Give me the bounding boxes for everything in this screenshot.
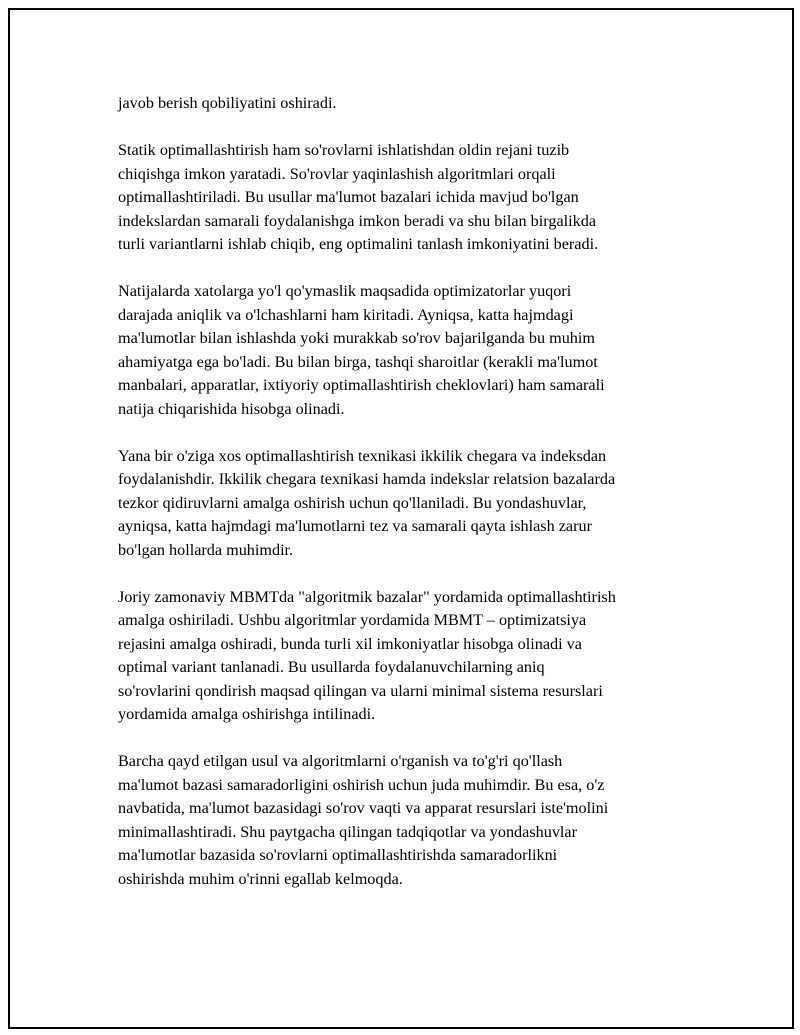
- text-line: natija chiqarishida hisobga olinadi.: [118, 399, 345, 418]
- text-line: yordamida amalga oshirishga intilinadi.: [118, 705, 376, 723]
- document-body: [118, 92, 698, 915]
- text-line: tezkor qidiruvlarni amalga oshirish uchun qo'llaniladi. Bu yondashuvlar,: [118, 493, 587, 512]
- text-line: bo'lgan hollarda muhimdir.: [118, 540, 294, 559]
- text-line: rejasini amalga oshiradi, bunda turli xil imkoniyatlar hisobga olinadi va: [118, 634, 582, 653]
- text-line: Statik optimallashtirish ham so'rovlarni ishlatishdan oldin rejani tuzib: [118, 141, 570, 159]
- text-line: ma'lumotlar bazasida so'rovlarni optimallashtirishda samaradorlikni: [118, 846, 558, 864]
- text-line: navbatida, ma'lumot bazasidagi so'rov vaqti va apparat resurslari iste'molini: [118, 799, 609, 817]
- paragraph: [118, 139, 698, 257]
- text-line: so'rovlarini qondirish maqsad qilingan va ularni minimal sistema resurslari: [118, 681, 603, 700]
- text-line: Joriy zamonaviy MBMTda "algoritmik bazalar" yordamida optimallashtirish: [118, 587, 616, 606]
- text-line: turli variantlarni ishlab chiqib, eng optimalini tanlash imkoniyatini beradi.: [118, 235, 599, 253]
- paragraph: [118, 280, 698, 421]
- text-line: ma'lumotlar bilan ishlashda yoki murakkab so'rov bajarilganda bu muhim: [118, 329, 595, 347]
- text-line: manbalari, apparatlar, ixtiyoriy optimallashtirish cheklovlari) ham samarali: [118, 376, 605, 394]
- paragraph: [118, 586, 698, 727]
- text-line: chiqishga imkon yaratadi. So'rovlar yaqinlashish algoritmlari orqali: [118, 164, 556, 183]
- text-line: ma'lumot bazasi samaradorligini oshirish uchun juda muhimdir. Bu esa, o'z: [118, 775, 605, 794]
- text-line: oshirishda muhim o'rinni egallab kelmoqda.: [118, 869, 403, 888]
- text-line: Barcha qayd etilgan usul va algoritmlarni o'rganish va to'g'ri qo'llash: [118, 752, 563, 770]
- text-line: javob berish qobiliyatini oshiradi.: [118, 94, 337, 112]
- paragraph: [118, 445, 698, 563]
- text-line: minimallashtiradi. Shu paytgacha qilingan tadqiqotlar va yondashuvlar: [118, 822, 577, 841]
- text-line: amalga oshiriladi. Ushbu algoritmlar yordamida MBMT – optimizatsiya: [118, 611, 587, 629]
- text-line: Natijalarda xatolarga yo'l qo'ymaslik maqsadida optimizatorlar yuqori: [118, 282, 572, 300]
- paragraph: [118, 750, 698, 891]
- text-line: indekslardan samarali foydalanishga imkon beradi va shu bilan birgalikda: [118, 211, 596, 230]
- text-line: optimal variant tanlanadi. Bu usullarda foydalanuvchilarning aniq: [118, 658, 545, 676]
- text-line: optimallashtiriladi. Bu usullar ma'lumot bazalari ichida mavjud bo'lgan: [118, 188, 579, 206]
- text-line: ahamiyatga ega bo'ladi. Bu bilan birga, tashqi sharoitlar (kerakli ma'lumot: [118, 352, 598, 371]
- paragraph: [118, 92, 698, 116]
- text-line: ayniqsa, katta hajmdagi ma'lumotlarni tez va samarali qayta ishlash zarur: [118, 517, 592, 535]
- text-line: foydalanishdir. Ikkilik chegara texnikasi hamda indekslar relatsion bazalarda: [118, 470, 616, 488]
- text-line: Yana bir o'ziga xos optimallashtirish texnikasi ikkilik chegara va indeksdan: [118, 446, 607, 465]
- text-line: darajada aniqlik va o'lchashlarni ham kiritadi. Ayniqsa, katta hajmdagi: [118, 305, 574, 324]
